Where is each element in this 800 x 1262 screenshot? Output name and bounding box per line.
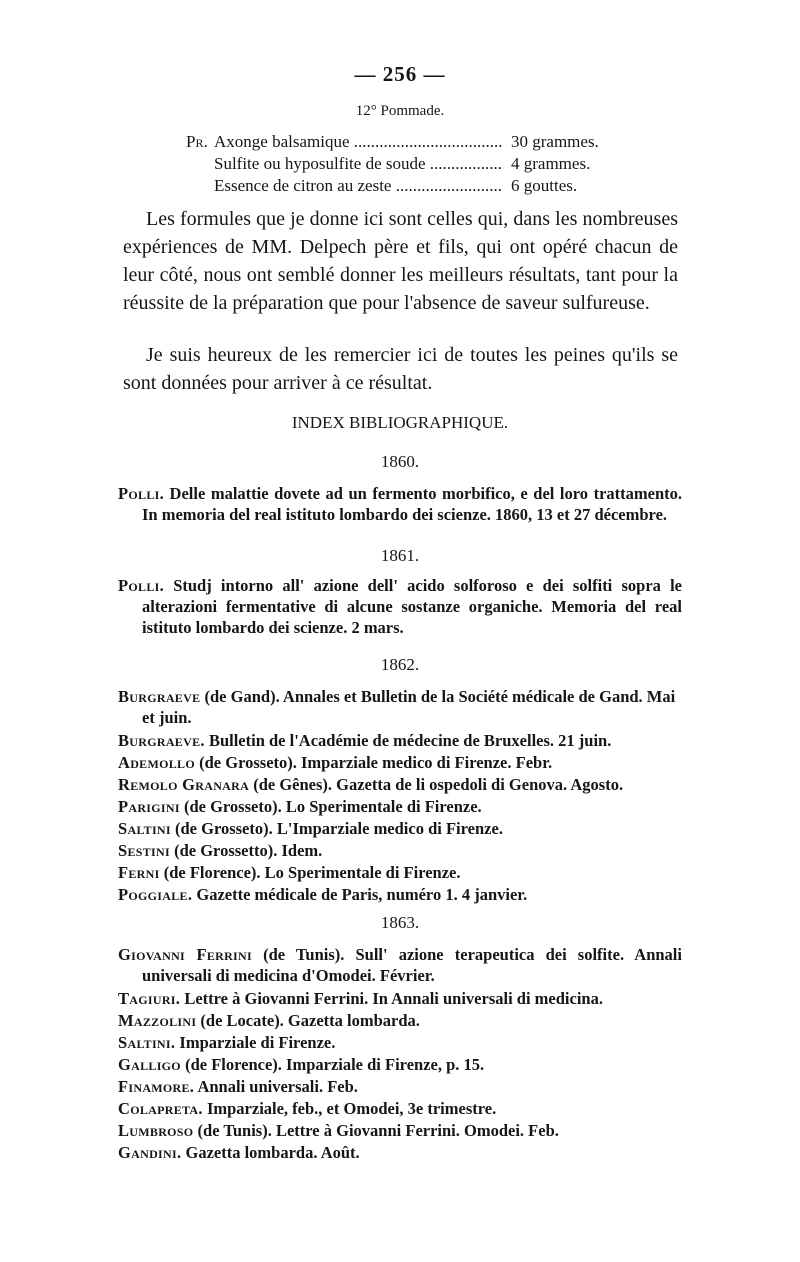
entry-text: (de Locate). Gazetta lombarda. bbox=[196, 1011, 420, 1030]
formula-abbr: Pr. bbox=[186, 132, 208, 151]
year-heading: 1861. bbox=[380, 546, 420, 565]
paragraph: Les formules que je donne ici sont celles qui, dans les nombreuses expériences de MM. Delpech père et fils, qui ont opéré chacun de leur côté, nous ont semblé donner les meilleurs résultats, tant pour la réussite de la préparation que pour l'absence de saveur sulfureuse. bbox=[123, 208, 678, 314]
entry-author: Saltini. bbox=[118, 1033, 176, 1052]
formula-quantity: 30 grammes. bbox=[511, 132, 599, 151]
entry-author: Ferni bbox=[118, 863, 160, 882]
bibliography-entry bbox=[118, 818, 682, 839]
formula-quantity: 6 gouttes. bbox=[511, 176, 578, 195]
entry-text: Lettre à Giovanni Ferrini. In Annali universali di medicina. bbox=[180, 989, 603, 1008]
entry-text: (de Grosseto). Imparziale medico di Firenze. Febr. bbox=[195, 753, 553, 772]
entry-author: Poggiale. bbox=[118, 885, 193, 904]
entry-text: (de Tunis). Lettre à Giovanni Ferrini. Omodei. Feb. bbox=[193, 1121, 559, 1140]
bibliography-entry bbox=[118, 944, 682, 986]
entry-text: Gazetta lombarda. Août. bbox=[181, 1143, 360, 1162]
entry-author: Colapreta. bbox=[118, 1099, 203, 1118]
year-heading: 1860. bbox=[380, 452, 420, 471]
entry-author: Burgraeve bbox=[118, 687, 201, 706]
index-heading: INDEX BIBLIOGRAPHIQUE. bbox=[291, 413, 509, 432]
entry-text: (de Tunis). Sull' azione terapeutica dei solfite. Annali universali di medicina d'Omodei. Février. bbox=[142, 945, 682, 985]
year-heading: 1863. bbox=[380, 913, 420, 932]
entry-text: (de Grosseto). Lo Sperimentale di Firenze. bbox=[179, 797, 482, 816]
entry-text: (de Gand). Annales et Bulletin de la Société médicale de Gand. Mai et juin. bbox=[142, 687, 676, 727]
bibliography-entry bbox=[118, 1142, 682, 1163]
formula-row bbox=[186, 154, 636, 176]
entry-author: Saltini bbox=[118, 819, 171, 838]
entry-author: Gandini. bbox=[118, 1143, 182, 1162]
formula-ingredient: Axonge balsamique ..... bbox=[214, 132, 503, 152]
entry-text: Imparziale di Firenze. bbox=[175, 1033, 336, 1052]
bibliography-entry bbox=[118, 1076, 682, 1097]
entry-author: Giovanni Ferrini bbox=[118, 945, 252, 964]
entry-author: Burgraeve. bbox=[118, 731, 205, 750]
bibliography-entry bbox=[118, 774, 682, 795]
entry-author: Polli. bbox=[118, 576, 165, 595]
bibliography-entry bbox=[118, 1010, 682, 1031]
entry-text: Bulletin de l'Académie de médecine de Bruxelles. 21 juin. bbox=[204, 731, 612, 750]
bibliography-entry bbox=[118, 730, 682, 751]
year-heading: 1862. bbox=[380, 655, 420, 674]
bibliography-entry bbox=[118, 1120, 682, 1141]
formula-block bbox=[186, 132, 636, 198]
entry-author: Tagiuri. bbox=[118, 989, 181, 1008]
entry-author: Finamore. bbox=[118, 1077, 195, 1096]
bibliography-entry bbox=[118, 1032, 682, 1053]
entry-text: (de Florence). Lo Sperimentale di Firenze. bbox=[159, 863, 461, 882]
bibliography-entry bbox=[118, 1098, 682, 1119]
entry-author: Sestini bbox=[118, 841, 170, 860]
bibliography-entry bbox=[118, 483, 682, 525]
bibliography-entry bbox=[118, 575, 682, 638]
bibliography-entry bbox=[118, 796, 682, 817]
section-title: 12° Pommade. bbox=[355, 103, 445, 119]
bibliography-entry bbox=[118, 862, 682, 883]
entry-text: (de Gênes). Gazetta de li ospedoli di Genova. Agosto. bbox=[249, 775, 624, 794]
entry-text: (de Grossetto). Idem. bbox=[169, 841, 323, 860]
entry-text: (de Grosseto). L'Imparziale medico di Firenze. bbox=[170, 819, 503, 838]
bibliography-entry bbox=[118, 752, 682, 773]
entry-author: Polli. bbox=[118, 484, 165, 503]
entry-text: Gazette médicale de Paris, numéro 1. 4 janvier. bbox=[192, 885, 528, 904]
bibliography-entry bbox=[118, 1054, 682, 1075]
entry-text: Imparziale, feb., et Omodei, 3e trimestre. bbox=[202, 1099, 497, 1118]
bibliography-entry bbox=[118, 988, 682, 1009]
entry-author: Lumbroso bbox=[118, 1121, 194, 1140]
entry-text: Annali universali. Feb. bbox=[194, 1077, 358, 1096]
entry-text: Delle malattie dovete ad un fermento morbifico, e del loro trattamento. In memoria del real istituto lombardo dei scienze. 1860, 13 et 27 décembre. bbox=[142, 484, 682, 524]
entry-text: (de Florence). Imparziale di Firenze, p. 15. bbox=[180, 1055, 485, 1074]
formula-quantity: 4 grammes. bbox=[511, 154, 591, 173]
formula-row bbox=[186, 176, 636, 198]
entry-author: Remolo Granara bbox=[118, 775, 250, 794]
bibliography-entry bbox=[118, 686, 682, 728]
entry-author: Ademollo bbox=[118, 753, 195, 772]
bibliography-entry bbox=[118, 840, 682, 861]
page-number: — 256 — bbox=[354, 62, 446, 86]
entry-text: Studj intorno all' azione dell' acido solforoso e dei solfiti sopra le alterazioni fermentative di alcune sostanze organiche. Memoria del real istituto lombardo dei scienze. 2 mars. bbox=[142, 576, 682, 637]
entry-author: Parigini bbox=[118, 797, 180, 816]
bibliography-entry bbox=[118, 884, 682, 905]
formula-ingredient: Sulfite ou hyposulfite de soude ..... bbox=[214, 154, 503, 174]
entry-author: Mazzolini bbox=[118, 1011, 197, 1030]
formula-ingredient: Essence de citron au zeste ..... bbox=[214, 176, 503, 196]
entry-author: Galligo bbox=[118, 1055, 181, 1074]
formula-row bbox=[186, 132, 636, 154]
paragraph: Je suis heureux de les remercier ici de toutes les peines qu'ils se sont données pour arriver à ce résultat. bbox=[123, 344, 678, 394]
